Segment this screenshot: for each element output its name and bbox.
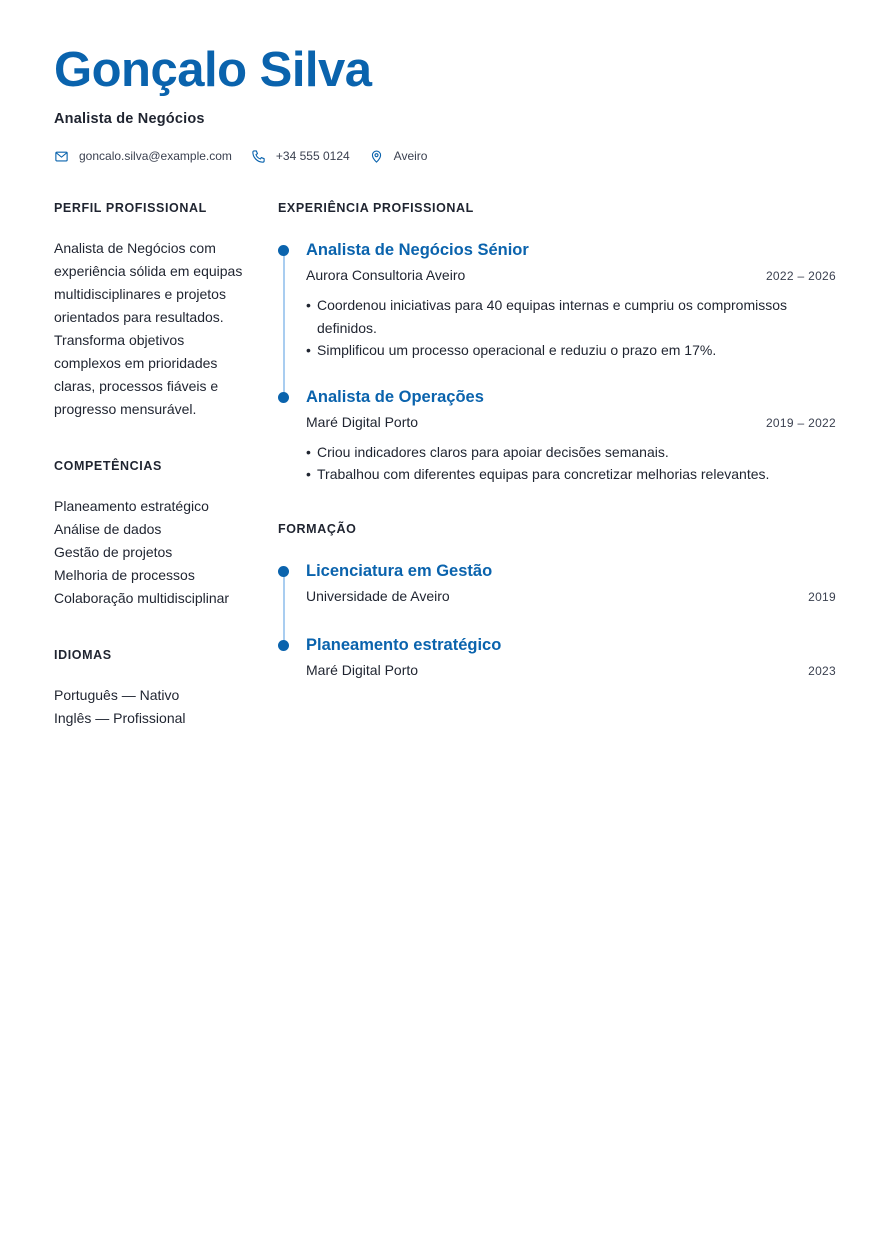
job-organization: Maré Digital Porto — [306, 413, 419, 430]
contact-bar — [54, 147, 836, 165]
skills-heading: COMPETÊNCIAS — [54, 459, 162, 473]
experience-item — [278, 386, 836, 486]
timeline-dot — [278, 392, 289, 403]
resume-page — [54, 40, 836, 726]
left-column — [54, 200, 254, 730]
job-title: Analista de Negócios Sénior — [306, 241, 529, 259]
job-bullet-text: Coordenou iniciativas para 40 equipas internas e cumpriu os compromissos definidos. — [317, 297, 788, 336]
skill-item: Melhoria de processos — [54, 567, 195, 583]
candidate-name: Gonçalo Silva — [54, 43, 372, 97]
skill-item: Análise de dados — [54, 521, 162, 537]
contact-location-text: Aveiro — [393, 149, 428, 163]
education-dates: 2019 — [808, 589, 836, 604]
education-item — [278, 634, 836, 679]
experience-heading: EXPERIÊNCIA PROFISSIONAL — [278, 201, 474, 215]
bullet-dot: • — [306, 466, 311, 482]
experience-timeline — [278, 239, 836, 486]
education-timeline — [278, 560, 836, 679]
timeline-dot — [278, 566, 289, 577]
education-meta — [306, 661, 836, 679]
location-pin-icon — [369, 149, 384, 164]
education-meta — [306, 587, 836, 605]
job-meta — [306, 413, 836, 431]
contact-location — [369, 149, 428, 164]
phone-icon — [251, 149, 266, 164]
job-bullets — [306, 441, 836, 486]
job-meta — [306, 266, 836, 284]
timeline-dot — [278, 640, 289, 651]
education-heading: FORMAÇÃO — [278, 521, 357, 536]
education-title: Licenciatura em Gestão — [306, 561, 493, 580]
job-organization: Aurora Consultoria Aveiro — [306, 267, 466, 283]
skill-item: Planeamento estratégico — [54, 498, 209, 514]
education-dates: 2023 — [808, 663, 836, 678]
right-column — [278, 200, 836, 679]
job-bullet — [306, 441, 836, 464]
job-dates: 2019 – 2022 — [765, 415, 836, 430]
languages-heading: IDIOMAS — [54, 648, 112, 662]
job-bullet-text: Trabalhou com diferentes equipas para concretizar melhorias relevantes. — [317, 466, 770, 482]
timeline-dot — [278, 245, 289, 256]
profile-summary: Analista de Negócios com experiência sólida em equipas multidisciplinares e projetos orientados para resultados. Transforma objetivos complexos em prioridades claras, processos fiáveis e progresso mensurável. — [54, 240, 243, 417]
job-bullet — [306, 463, 836, 486]
job-bullet — [306, 294, 836, 339]
job-bullet-text: Simplificou um processo operacional e reduziu o prazo em 17%. — [317, 342, 717, 358]
bullet-dot: • — [306, 342, 311, 358]
job-bullet — [306, 339, 836, 362]
job-title: Analista de Operações — [306, 387, 484, 406]
language-item: Inglês — Profissional — [54, 710, 186, 726]
contact-email — [54, 149, 232, 164]
contact-phone-text[interactable]: +34 555 0124 — [275, 149, 350, 163]
bullet-dot: • — [306, 297, 311, 313]
language-item: Português — Nativo — [54, 687, 180, 703]
education-organization: Universidade de Aveiro — [306, 587, 450, 604]
skills-list — [54, 495, 254, 610]
job-bullet-text: Criou indicadores claros para apoiar decisões semanais. — [317, 443, 669, 460]
experience-item — [278, 239, 836, 362]
education-title: Planeamento estratégico — [306, 635, 502, 654]
candidate-role: Analista de Negócios — [54, 111, 205, 127]
bullet-dot: • — [306, 443, 311, 460]
contact-email-text[interactable]: goncalo.silva@example.com — [79, 149, 232, 163]
education-item — [278, 560, 836, 605]
profile-heading: PERFIL PROFISSIONAL — [54, 201, 207, 215]
job-bullets — [306, 294, 836, 362]
job-dates: 2022 – 2026 — [765, 269, 836, 283]
languages-list — [54, 684, 254, 730]
skill-item: Gestão de projetos — [54, 544, 173, 560]
contact-phone — [251, 149, 350, 164]
education-organization: Maré Digital Porto — [306, 661, 419, 678]
skill-item: Colaboração multidisciplinar — [54, 590, 230, 606]
mail-icon — [54, 149, 69, 164]
